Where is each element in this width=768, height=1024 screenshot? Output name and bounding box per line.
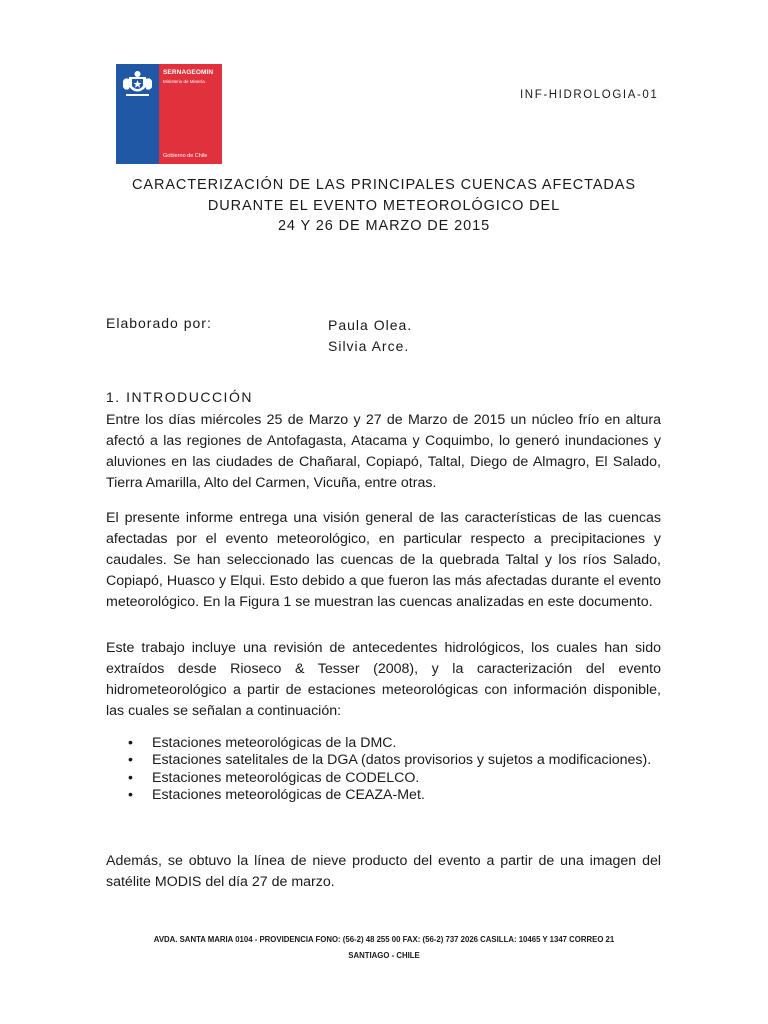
- paragraph: Este trabajo incluye una revisión de antecedentes hidrológicos, los cuales han sido extraídos desde Rioseco & Tesser (2008), y la caracterización del evento hidrometeorológico a partir de estaciones meteorológicas con información disponible, las cuales se señalan a continuación:: [106, 640, 661, 719]
- author-label: Elaborado por:: [106, 315, 212, 331]
- title-line-2: DURANTE EL EVENTO METEOROLÓGICO DEL: [207, 197, 561, 214]
- sernageomin-logo: [116, 64, 222, 164]
- paragraph: Entre los días miércoles 25 de Marzo y 27 de Marzo de 2015 un núcleo frío en altura afectó a las regiones de Antofagasta, Atacama y Coquimbo, lo generó inundaciones y aluviones en las ciudades de Chañaral, Copiapó, Taltal, Diego de Almagro, El Salado, Tierra Amarilla, Alto del Carmen, Vicuña, entre otras.: [106, 412, 661, 491]
- coat-of-arms-icon: [120, 69, 155, 99]
- footer-address: AVDA. SANTA MARIA 0104 - PROVIDENCIA FONO: (56-2) 48 255 00 FAX: (56-2) 737 2026 CASILLA: 10465 Y 1347 CORREO 21: [153, 935, 615, 944]
- paragraph: Además, se obtuvo la línea de nieve producto del evento a partir de una imagen del satélite MODIS del día 27 de marzo.: [106, 853, 661, 890]
- title-line-3: 24 Y 26 DE MARZO DE 2015: [277, 218, 491, 234]
- logo-ministry: Ministerio de Minería: [163, 79, 205, 84]
- bullet-icon: •: [128, 752, 133, 769]
- list-item: [128, 752, 661, 769]
- list-item: [128, 787, 661, 804]
- list-item-text: Estaciones meteorológicas de CEAZA-Met.: [152, 786, 425, 803]
- logo-government: Gobierno de Chile: [163, 153, 208, 159]
- logo-blue-panel: [116, 64, 159, 164]
- list-item-text: Estaciones meteorológicas de la DMC.: [152, 735, 397, 751]
- station-list: [128, 735, 661, 804]
- list-item-text: Estaciones meteorológicas de CODELCO.: [152, 769, 420, 786]
- document-code: INF-HIDROLOGIA-01: [520, 89, 659, 101]
- author-name: Paula Olea.: [328, 317, 413, 333]
- list-item: [128, 735, 661, 752]
- list-item-text: Estaciones satelitales de la DGA (datos provisorios y sujetos a modificaciones).: [152, 752, 652, 769]
- page-footer: [100, 932, 668, 964]
- author-list: [328, 315, 412, 357]
- footer-city: SANTIAGO - CHILE: [348, 951, 420, 960]
- paragraph: El presente informe entrega una visión general de las características de las cuencas afectadas por el evento meteorológico, en particular respecto a precipitaciones y caudales. Se han seleccionado las cuencas de la quebrada Taltal y los ríos Salado, Copiapó, Huasco y Elqui. Esto debido a que fueron las más afectadas durante el evento meteorológico. En la Figura 1 se muestran las cuencas analizadas en este documento.: [106, 510, 661, 610]
- document-title: [100, 175, 668, 237]
- list-item: [128, 770, 661, 787]
- bullet-icon: •: [128, 769, 133, 786]
- section-heading: 1. INTRODUCCIÓN: [106, 389, 253, 405]
- author-name: Silvia Arce.: [328, 338, 410, 354]
- logo-org-name: SERNAGEOMIN: [163, 69, 214, 76]
- title-line-1: CARACTERIZACIÓN DE LAS PRINCIPALES CUENCAS AFECTADAS: [132, 177, 636, 193]
- bullet-icon: •: [128, 786, 133, 803]
- bullet-icon: •: [128, 735, 133, 751]
